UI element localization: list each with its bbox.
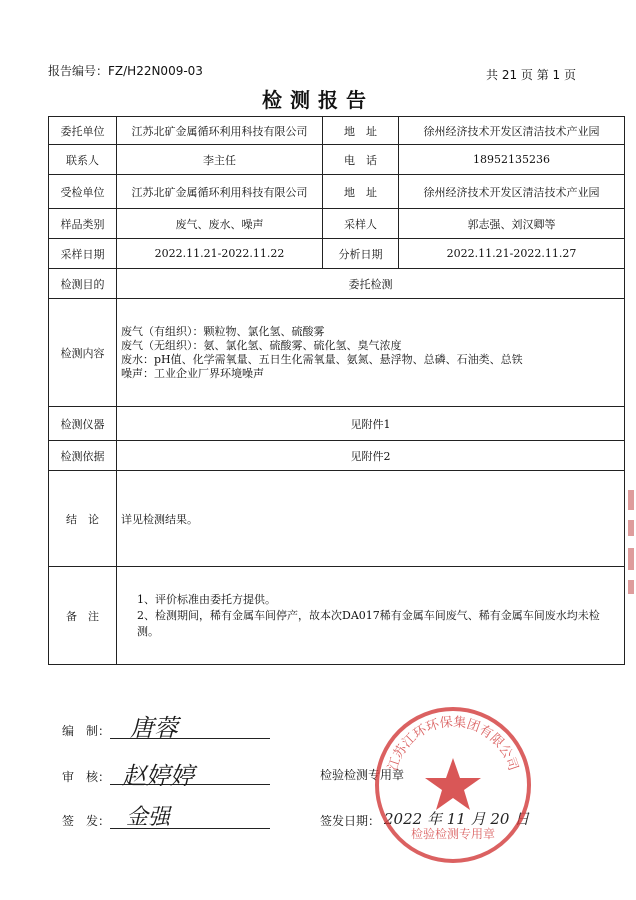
analysis-date-label: 分析日期 xyxy=(323,239,399,269)
inspected-value: 江苏北矿金属循环利用科技有限公司 xyxy=(117,175,323,209)
seal-label: 检验检测专用章 xyxy=(320,768,405,782)
remarks-label: 备 注 xyxy=(49,567,117,665)
inspected-address-label: 地 址 xyxy=(323,175,399,209)
purpose-label: 检测目的 xyxy=(49,269,117,299)
approved-signature: 金强 xyxy=(126,805,171,830)
reviewed-signature: 赵婷婷 xyxy=(122,762,194,790)
page-title: 检测报告 xyxy=(262,88,374,112)
content-line: 废水：pH值、化学需氧量、五日生化需氧量、氨氮、悬浮物、总磷、石油类、总铁 xyxy=(121,352,523,366)
basis-value: 见附件2 xyxy=(117,441,625,471)
table-row xyxy=(49,175,625,209)
client-address-value: 徐州经济技术开发区清洁技术产业园 xyxy=(399,117,625,145)
remarks-line: 1、评价标准由委托方提供。 xyxy=(137,592,276,606)
sampler-value: 郭志强、刘汉卿等 xyxy=(399,209,625,239)
sampling-date-value: 2022.11.21-2022.11.22 xyxy=(117,239,323,269)
edge-stamp-mark xyxy=(628,490,634,510)
table-row xyxy=(49,441,625,471)
purpose-value: 委托检测 xyxy=(117,269,625,299)
content-line: 噪声：工业企业厂界环境噪声 xyxy=(121,366,264,380)
phone-value: 18952135236 xyxy=(399,145,625,175)
sample-type-label: 样品类别 xyxy=(49,209,117,239)
instrument-label: 检测仪器 xyxy=(49,407,117,441)
approved-label: 签 发： xyxy=(62,814,111,828)
remarks-value xyxy=(117,567,625,665)
reviewed-label: 审 核： xyxy=(62,770,111,784)
table-row xyxy=(49,567,625,665)
instrument-value: 见附件1 xyxy=(117,407,625,441)
seal-subtext: 检验检测专用章 xyxy=(410,827,496,841)
table-row xyxy=(49,145,625,175)
table-row xyxy=(49,471,625,567)
content-label: 检测内容 xyxy=(49,299,117,407)
remarks-line: 2、检测期间，稀有金属车间停产，故本次DA017稀有金属车间废气、稀有金属车间废水均未检测。 xyxy=(137,608,600,638)
issue-date-label: 签发日期： xyxy=(320,814,381,828)
star-icon xyxy=(425,758,481,810)
basis-label: 检测依据 xyxy=(49,441,117,471)
sampling-date-label: 采样日期 xyxy=(49,239,117,269)
content-value xyxy=(117,299,625,407)
edge-stamp-mark xyxy=(628,520,634,536)
phone-label: 电 话 xyxy=(323,145,399,175)
sampler-label: 采样人 xyxy=(323,209,399,239)
issue-date-value: 2022 年 11 月 20 日 xyxy=(384,810,530,828)
client-value: 江苏北矿金属循环利用科技有限公司 xyxy=(117,117,323,145)
report-number: 报告编号：FZ/H22N009-03 xyxy=(48,64,203,78)
edge-stamp-mark xyxy=(628,548,634,570)
table-row xyxy=(49,407,625,441)
contact-value: 李主任 xyxy=(117,145,323,175)
analysis-date-value: 2022.11.21-2022.11.27 xyxy=(399,239,625,269)
table-row xyxy=(49,239,625,269)
prepared-label: 编 制： xyxy=(62,724,111,738)
table-row xyxy=(49,209,625,239)
seal-ring-text: 江苏江环环保集团有限公司 xyxy=(385,714,521,773)
table-row xyxy=(49,117,625,145)
sample-type-value: 废气、废水、噪声 xyxy=(117,209,323,239)
conclusion-label: 结 论 xyxy=(49,471,117,567)
client-address-label: 地 址 xyxy=(323,117,399,145)
report-table xyxy=(48,116,625,665)
edge-stamp-mark xyxy=(628,580,634,594)
official-seal xyxy=(368,700,538,870)
page-count: 共 21 页 第 1 页 xyxy=(486,68,576,82)
content-line: 废气（有组织）：颗粒物、氯化氢、硫酸雾 xyxy=(121,324,325,338)
contact-label: 联系人 xyxy=(49,145,117,175)
table-row xyxy=(49,299,625,407)
conclusion-value: 详见检测结果。 xyxy=(117,471,625,567)
inspected-label: 受检单位 xyxy=(49,175,117,209)
inspected-address-value: 徐州经济技术开发区清洁技术产业园 xyxy=(399,175,625,209)
prepared-signature: 唐蓉 xyxy=(130,714,178,742)
content-line: 废气（无组织）：氨、氯化氢、硫酸雾、硫化氢、臭气浓度 xyxy=(121,338,402,352)
table-row xyxy=(49,269,625,299)
client-label: 委托单位 xyxy=(49,117,117,145)
